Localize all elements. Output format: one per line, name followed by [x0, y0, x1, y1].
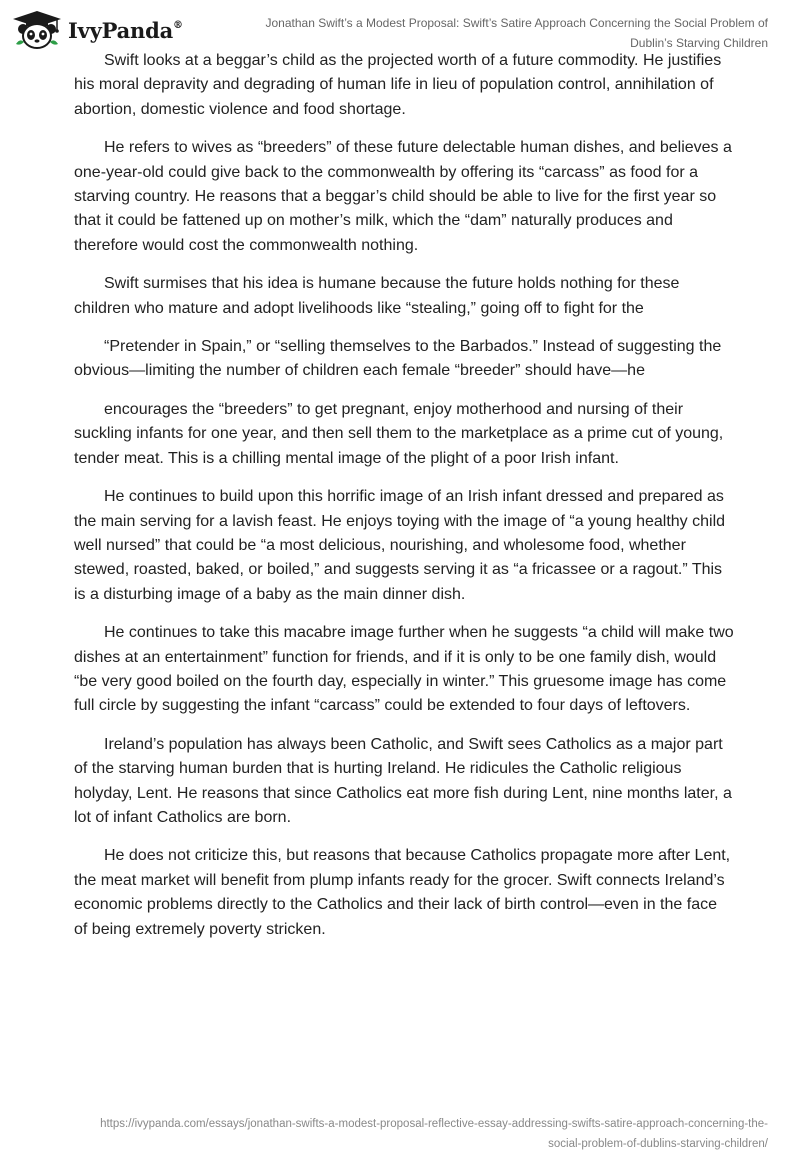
document-title-line-2: Dublin’s Starving Children: [630, 36, 768, 50]
document-title: [208, 13, 768, 53]
source-url-line-2: social-problem-of-dublins-starving-children/: [548, 1138, 768, 1150]
source-url[interactable]: [28, 1114, 768, 1154]
paragraph: He refers to wives as “breeders” of these future delectable human dishes, and believes a one-year-old could give back to the commonwealth by offering its “carcass” as food for a starving country. He reasons that a beggar’s child should be able to live for the first year so that it could be fattened up on mother’s milk, which the “dam” naturally produces and therefore would cost the commonwealth nothing.: [74, 139, 732, 254]
essay-body: [74, 49, 734, 956]
ivypanda-logo[interactable]: [12, 10, 183, 50]
paragraph: Swift looks at a beggar’s child as the projected worth of a future commodity. He justifies his moral depravity and degrading of human life in lieu of population control, annihilation of abortion, domestic violence and food shortage.: [74, 52, 722, 118]
document-title-line-1: Jonathan Swift’s a Modest Proposal: Swift’s Satire Approach Concerning the Social Problem of: [265, 16, 768, 30]
paragraph: Ireland’s population has always been Catholic, and Swift sees Catholics as a major part of the starving human burden that is hurting Ireland. He ridicules the Catholic religious holyday, Lent. He reasons that since Catholics eat more fish during Lent, nine months later, a lot of infant Catholics are born.: [74, 735, 732, 826]
paragraph: encourages the “breeders” to get pregnant, enjoy motherhood and nursing of their suckling infants for one year, and then sell them to the marketplace as a prime cut of young, tender meat. This is a chilling mental image of the plight of a poor Irish infant.: [74, 400, 724, 467]
paragraph: He continues to build upon this horrific image of an Irish infant dressed and prepared as the main serving for a lavish feast. He enjoys toying with the image of “a young healthy child well nursed” that could be “a most delicious, nourishing, and wholesome food, whether stewed, roasted, baked, or boiled,” and suggests serving it as “a fricassee or a ragout.” This is a disturbing image of a baby as the main dinner dish.: [74, 488, 726, 603]
paragraph: He does not criticize this, but reasons that because Catholics propagate more after Lent, the meat market will benefit from plump infants ready for the grocer. Swift connects Ireland’s economic problems directly to the Catholics and their lack of birth control—even in the face of being extremely poverty stricken.: [74, 847, 731, 938]
paragraph: “Pretender in Spain,” or “selling themselves to the Barbados.” Instead of suggesting the obvious—limiting the number of children each female “breeder” should have—he: [74, 338, 722, 380]
paragraph: Swift surmises that his idea is humane because the future holds nothing for these children who mature and adopt livelihoods like “stealing,” going off to fight for the: [74, 275, 680, 317]
source-url-line-1: https://ivypanda.com/essays/jonathan-swifts-a-modest-proposal-reflective-essay-addressing-swifts-satire-approach-concerning-the-: [100, 1118, 768, 1130]
panda-graduate-icon: [12, 10, 62, 50]
paragraph: He continues to take this macabre image further when he suggests “a child will make two dishes at an entertainment” function for friends, and if it is only to be one family dish, would “be very good boiled on the fourth day, especially in winter.” This gruesome image has come full circle by suggesting the infant “carcass” could be extended to four days of leftovers.: [74, 624, 734, 715]
logo-wordmark: IvyPanda®: [68, 17, 183, 43]
